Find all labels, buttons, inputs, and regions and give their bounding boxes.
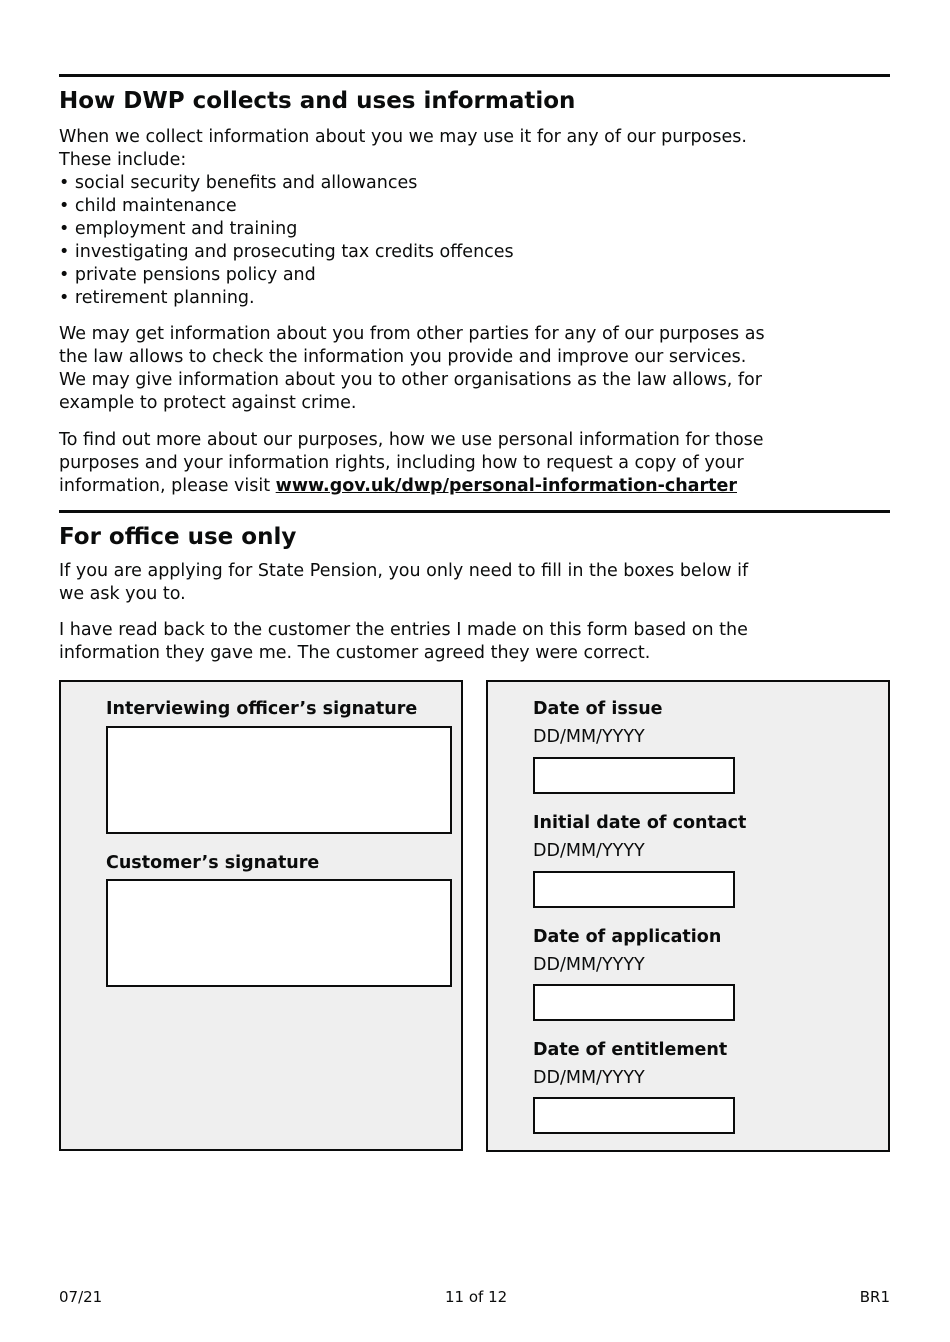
footer-page-number: 11 of 12	[445, 1288, 508, 1306]
text-line: example to protect against crime.	[59, 393, 357, 413]
find-out-more-paragraph	[59, 429, 764, 498]
officer-signature-box[interactable]	[106, 726, 452, 834]
list-item: • investigating and prosecuting tax credits offences	[59, 241, 514, 264]
text-line: When we collect information about you we may use it for any of our purposes.	[59, 127, 747, 147]
date-of-entitlement-label: Date of entitlement	[533, 1040, 728, 1060]
list-item: • private pensions policy and	[59, 264, 514, 287]
date-of-issue-label: Date of issue	[533, 699, 663, 719]
read-back-paragraph	[59, 619, 759, 665]
state-pension-paragraph	[59, 560, 759, 606]
date-of-application-input[interactable]	[533, 984, 735, 1021]
text-line: the law allows to check the information you provide and improve our services.	[59, 347, 747, 367]
text-line: information they gave me. The customer agreed they were correct.	[59, 643, 651, 663]
signatures-panel	[59, 680, 463, 1151]
officer-signature-label: Interviewing officer’s signature	[106, 699, 418, 719]
list-item: • child maintenance	[59, 195, 514, 218]
text-line: If you are applying for State Pension, you only need to fill in the boxes below if	[59, 561, 749, 581]
text-line: These include:	[59, 150, 187, 170]
section-divider-top	[59, 74, 890, 77]
list-item: • employment and training	[59, 218, 514, 241]
text-line: We may get information about you from other parties for any of our purposes as	[59, 324, 765, 344]
initial-date-of-contact-input[interactable]	[533, 871, 735, 908]
text-line: We may give information about you to other organisations as the law allows, for	[59, 370, 762, 390]
date-of-issue-hint: DD/MM/YYYY	[533, 727, 645, 747]
footer-date-code: 07/21	[59, 1288, 103, 1306]
customer-signature-box[interactable]	[106, 879, 452, 987]
text-line	[59, 475, 759, 498]
heading-dwp-information: How DWP collects and uses information	[59, 88, 576, 114]
list-item: • social security benefits and allowances	[59, 172, 514, 195]
personal-information-charter-link[interactable]: www.gov.uk/dwp/personal-information-charter	[275, 476, 737, 496]
initial-date-of-contact-hint: DD/MM/YYYY	[533, 841, 645, 861]
footer-form-code: BR1	[859, 1288, 890, 1306]
date-of-issue-input[interactable]	[533, 757, 735, 794]
information-sharing-paragraph	[59, 323, 765, 415]
list-item: • retirement planning.	[59, 287, 514, 310]
link-prefix: information, please visit	[59, 476, 276, 496]
date-of-entitlement-hint: DD/MM/YYYY	[533, 1068, 645, 1088]
customer-signature-label: Customer’s signature	[106, 853, 320, 873]
intro-paragraph	[59, 126, 759, 172]
text-line: purposes and your information rights, including how to request a copy of your	[59, 453, 744, 473]
purposes-list	[59, 172, 514, 310]
section-divider-office	[59, 510, 890, 513]
initial-date-of-contact-label: Initial date of contact	[533, 813, 747, 833]
date-of-entitlement-input[interactable]	[533, 1097, 735, 1134]
text-line: I have read back to the customer the entries I made on this form based on the	[59, 620, 748, 640]
heading-office-use: For office use only	[59, 524, 297, 550]
date-of-application-label: Date of application	[533, 927, 722, 947]
text-line: we ask you to.	[59, 584, 186, 604]
dates-panel	[486, 680, 890, 1152]
date-of-application-hint: DD/MM/YYYY	[533, 955, 645, 975]
text-line: To find out more about our purposes, how we use personal information for those	[59, 430, 764, 450]
